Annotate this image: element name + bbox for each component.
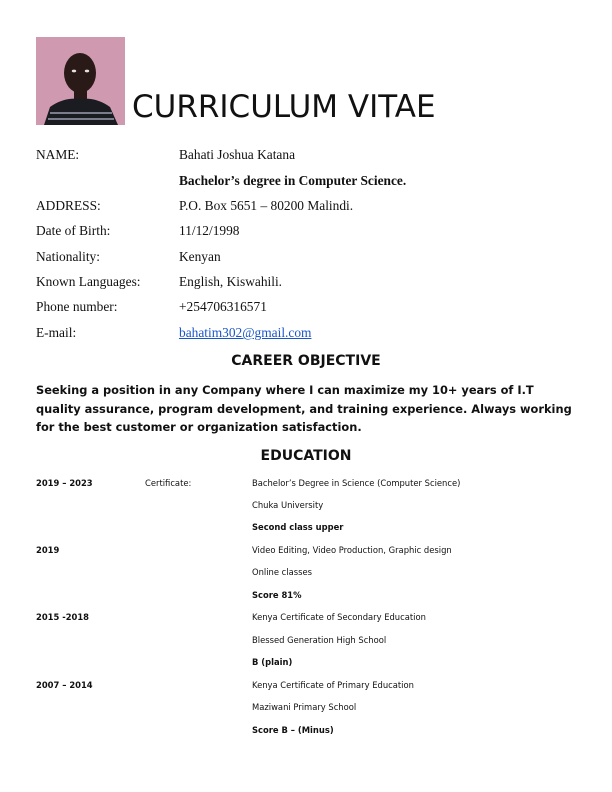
degree-value: Bachelor’s degree in Computer Science.: [179, 173, 407, 188]
person-portrait-image: [36, 37, 125, 125]
education-course: Bachelor’s Degree in Science (Computer Science): [252, 478, 461, 488]
education-institution: Blessed Generation High School: [252, 635, 387, 645]
education-heading: EDUCATION: [260, 448, 352, 464]
education-course: Kenya Certificate of Primary Education: [252, 680, 414, 690]
dob-value: 11/12/1998: [179, 223, 240, 238]
phone-value: +254706316571: [179, 299, 267, 314]
phone-label: Phone number:: [36, 299, 118, 314]
nationality-value: Kenyan: [179, 249, 221, 264]
education-kind: Certificate:: [145, 478, 192, 488]
address-value: P.O. Box 5651 – 80200 Malindi.: [179, 198, 354, 213]
education-result: Score 81%: [252, 590, 302, 600]
education-course: Kenya Certificate of Secondary Education: [252, 612, 426, 622]
education-institution: Maziwani Primary School: [252, 702, 357, 712]
career-objective-text: Seeking a position in any Company where I can maximize my 10+ years of I.T quality assurance, program development, and training experience. Always working for the best customer or organization satisfaction.: [36, 383, 572, 435]
name-label: NAME:: [36, 147, 80, 162]
education-result: Score B – (Minus): [252, 725, 334, 735]
career-objective-heading: CAREER OBJECTIVE: [231, 353, 381, 369]
languages-value: English, Kiswahili.: [179, 274, 283, 289]
languages-label: Known Languages:: [36, 274, 141, 289]
education-year: 2007 – 2014: [36, 680, 93, 690]
nationality-label: Nationality:: [36, 249, 100, 264]
education-year: 2019 – 2023: [36, 478, 93, 488]
dob-label: Date of Birth:: [36, 223, 111, 238]
address-label: ADDRESS:: [36, 198, 101, 213]
email-label: E-mail:: [36, 325, 77, 340]
education-result: B (plain): [252, 657, 293, 667]
education-institution: Online classes: [252, 567, 312, 577]
education-course: Video Editing, Video Production, Graphic design: [252, 545, 452, 555]
education-institution: Chuka University: [252, 500, 324, 510]
name-value: Bahati Joshua Katana: [179, 147, 296, 162]
document-title: CURRICULUM VITAE: [132, 89, 436, 125]
education-year: 2015 -2018: [36, 612, 90, 622]
education-result: Second class upper: [252, 522, 344, 532]
email-link[interactable]: bahatim302@gmail.com: [179, 325, 312, 340]
profile-photo: [36, 37, 125, 125]
education-year: 2019: [36, 545, 60, 555]
